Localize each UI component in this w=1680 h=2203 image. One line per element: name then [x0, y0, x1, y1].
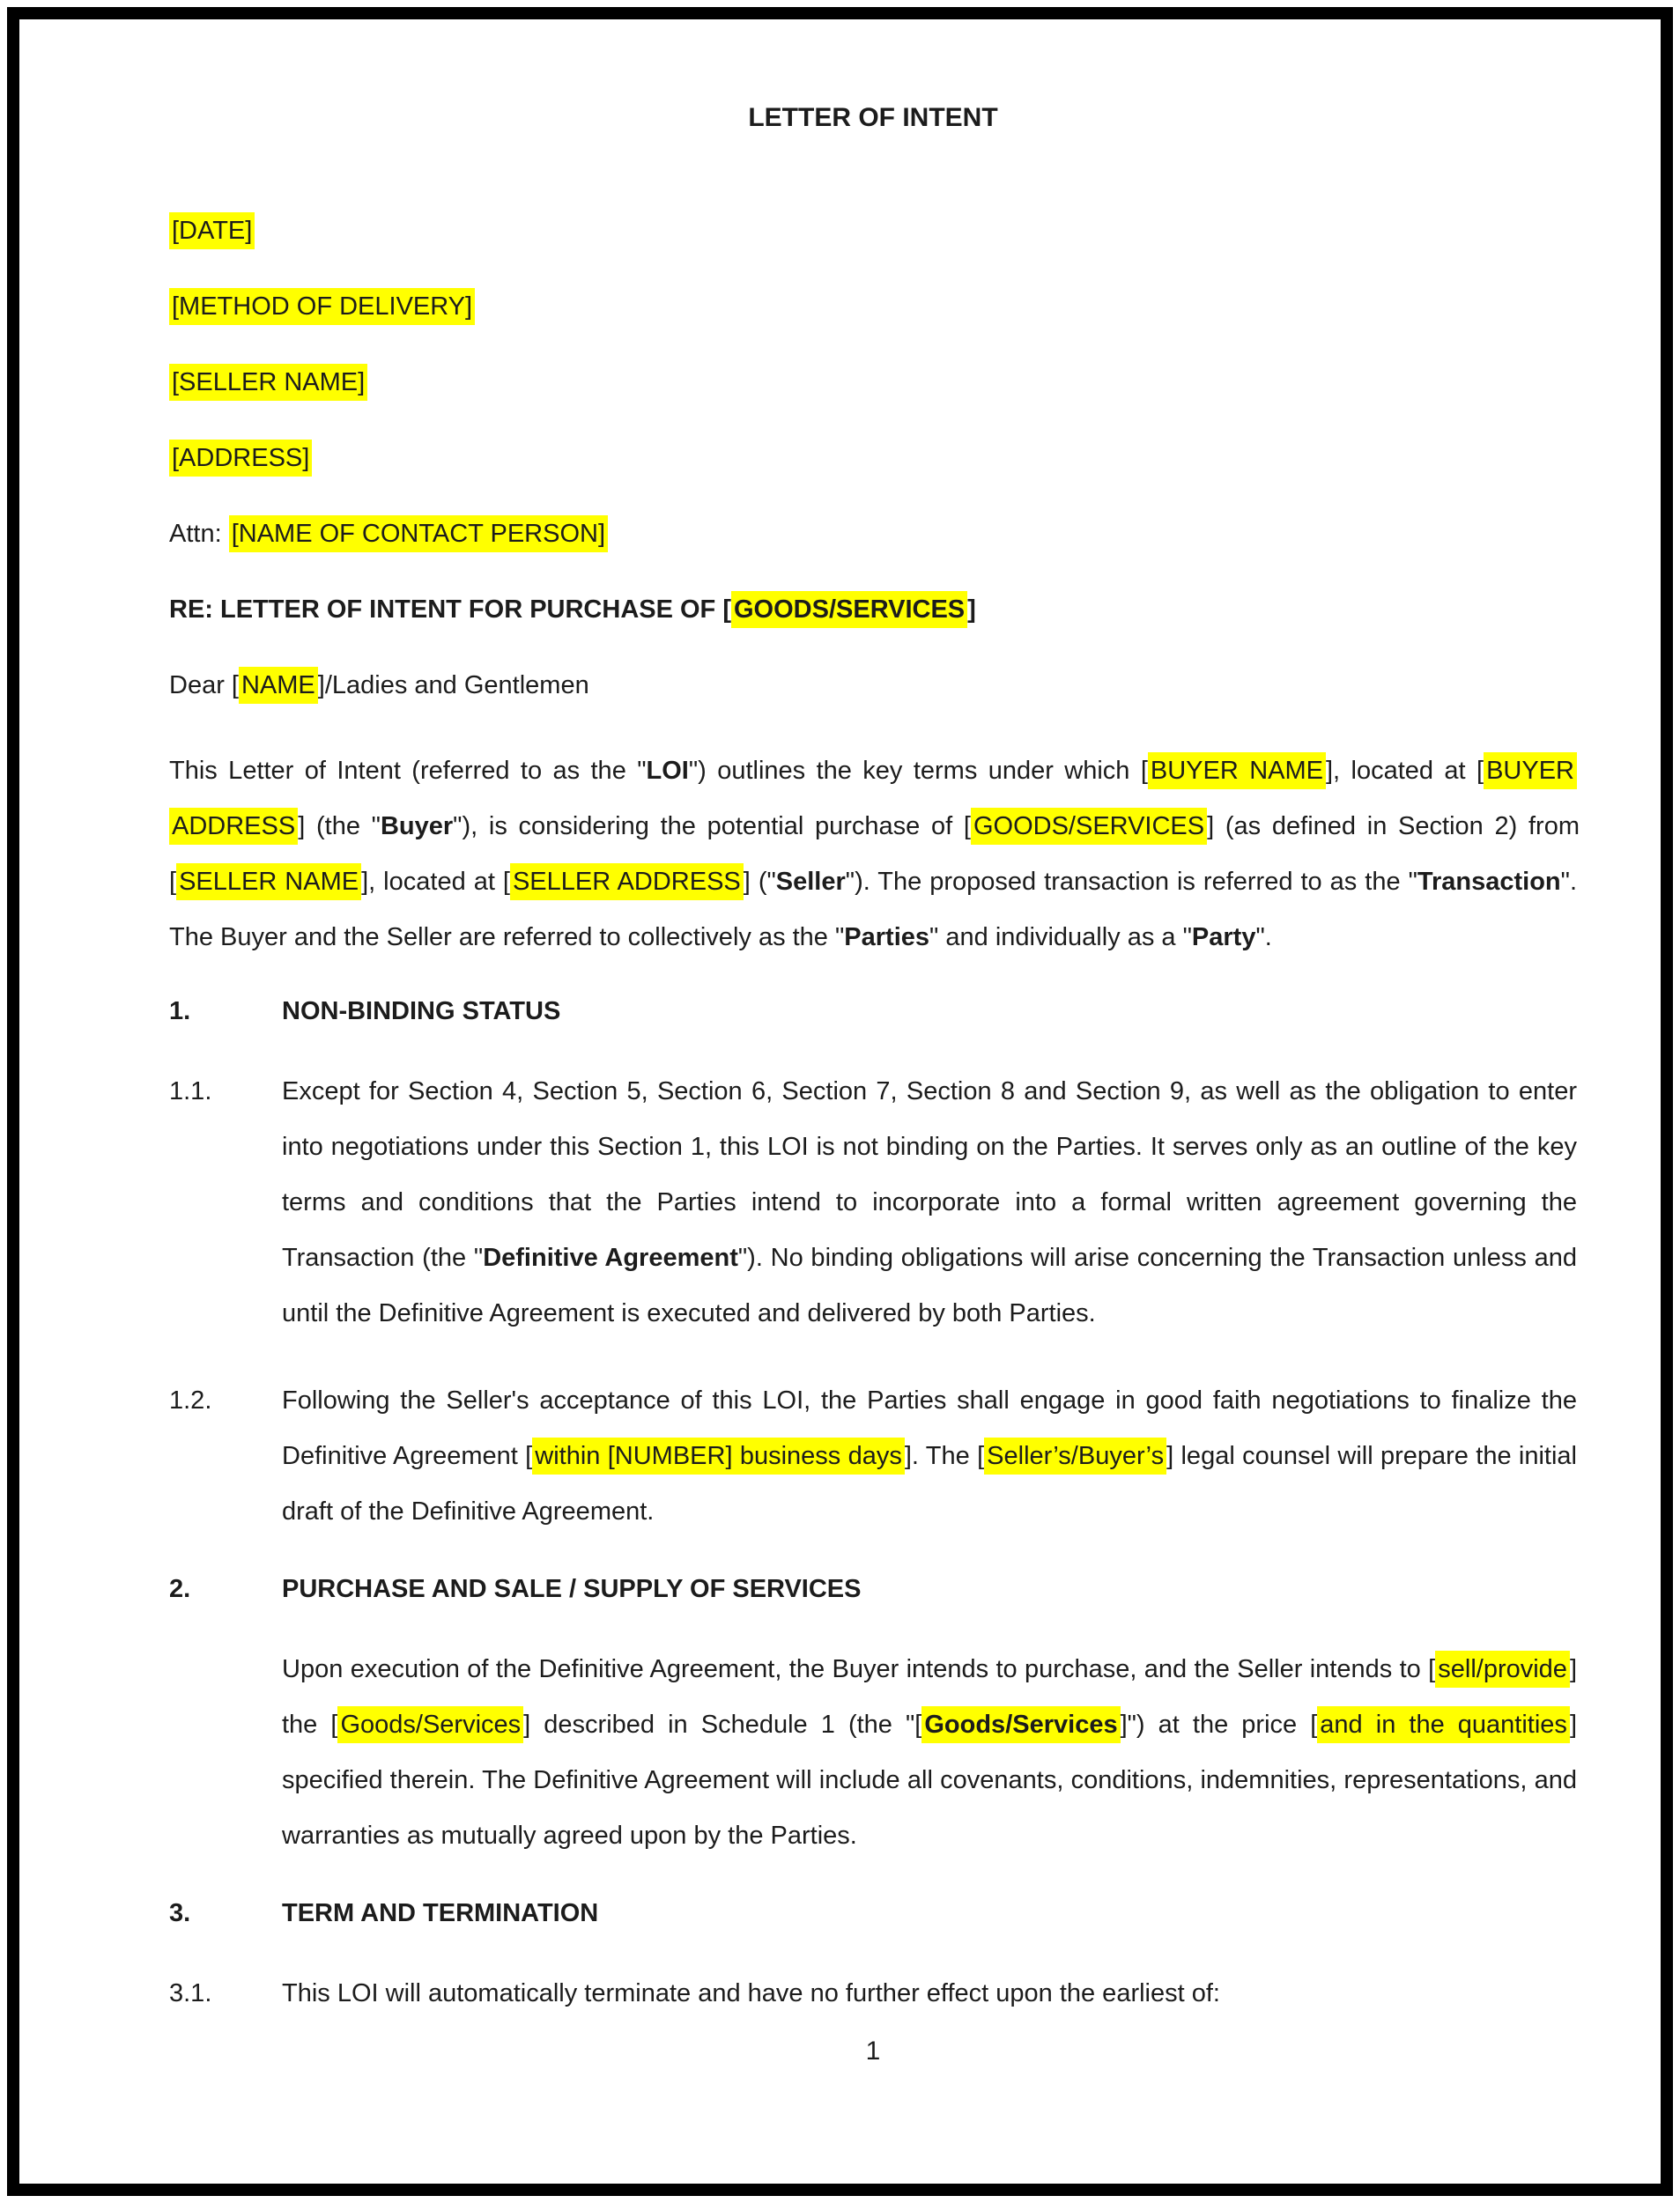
intro-text: ". — [1255, 923, 1272, 951]
re-suffix: ] — [967, 595, 976, 624]
section-2-title: PURCHASE AND SALE / SUPPLY OF SERVICES — [282, 1575, 862, 1603]
intro-paragraph — [169, 743, 1580, 965]
seller-name-line — [169, 365, 1577, 400]
placeholder-seller-name: [SELLER NAME] — [169, 364, 367, 401]
placeholder-goods-services: Goods/Services — [337, 1706, 523, 1743]
intro-text: ") outlines the key terms under which [ — [688, 757, 1148, 785]
address-line — [169, 440, 1577, 476]
term-seller: Seller — [775, 868, 846, 896]
clause-text: ] described in Schedule 1 (the "[ — [523, 1711, 922, 1739]
clause-1-1-text — [282, 1064, 1577, 1342]
clause-1-2 — [169, 1373, 1577, 1540]
section-3-heading — [169, 1896, 1577, 1931]
placeholder-date: [DATE] — [169, 212, 255, 249]
clause-text: ] specified therein. The Definitive Agreement will include all covenants, conditions, indemnities, representations, and warranties as mutually agreed upon by the Parties. — [282, 1711, 1577, 1850]
intro-text: ], located at [ — [1326, 757, 1484, 785]
clause-text: Upon execution of the Definitive Agreement, the Buyer intends to purchase, and the Seller intends to [ — [282, 1655, 1436, 1683]
salutation-line — [169, 668, 1577, 703]
term-parties: Parties — [844, 923, 930, 951]
term-party: Party — [1191, 923, 1256, 951]
placeholder-sell-provide: sell/provide — [1435, 1651, 1570, 1688]
attn-prefix: Attn: — [169, 520, 229, 548]
section-2-heading — [169, 1571, 1577, 1607]
placeholder-seller-name: SELLER NAME — [176, 863, 361, 900]
term-loi: LOI — [646, 757, 689, 785]
placeholder-buyer-name: BUYER NAME — [1148, 752, 1326, 789]
placeholder-goods-services-defined: Goods/Services — [921, 1706, 1120, 1743]
date-line — [169, 213, 1577, 248]
placeholder-contact-person: [NAME OF CONTACT PERSON] — [229, 515, 608, 552]
clause-1-2-number: 1.2. — [169, 1386, 212, 1415]
term-definitive-agreement: Definitive Agreement — [483, 1244, 738, 1272]
page-title: LETTER OF INTENT — [748, 103, 998, 132]
intro-text: ], located at [ — [361, 868, 510, 896]
document-content — [169, 18, 1580, 2053]
clause-text: ]. The [ — [904, 1442, 985, 1470]
intro-text: "), is considering the potential purchase of [ — [453, 812, 971, 840]
section-1-title: NON-BINDING STATUS — [282, 997, 561, 1025]
placeholder-goods-services: GOODS/SERVICES — [971, 808, 1207, 845]
intro-text: "). The proposed transaction is referred to as the " — [845, 868, 1417, 896]
method-of-delivery-line — [169, 289, 1577, 324]
attn-line — [169, 516, 1577, 551]
clause-text: "). No binding obligations will arise concerning the Transaction unless and until the Definitive Agreement is executed and delivered by both Parties. — [282, 1244, 1577, 1327]
placeholder-number-business-days: within [NUMBER] business days — [532, 1438, 905, 1475]
clause-text: Except for Section 4, Section 5, Section 6, Section 7, Section 8 and Section 9, as well as the obligation to enter into negotiations under this Section 1, this LOI is not binding on the Parties. It serves only as an outline of the key terms and conditions that the Parties intend to incorporate into a formal written agreement governing the Transaction (the " — [282, 1077, 1577, 1272]
section-1-number: 1. — [169, 997, 191, 1025]
intro-text: ] (the " — [298, 812, 381, 840]
clause-1-1 — [169, 1064, 1577, 1342]
clause-3-1-number: 3.1. — [169, 1979, 212, 2007]
page-number: 1 — [865, 2037, 881, 2066]
placeholder-quantities: and in the quantities — [1317, 1706, 1570, 1743]
section-2-paragraph — [169, 1642, 1577, 1864]
placeholder-buyer-address: BUYER ADDRESS — [169, 752, 1577, 845]
placeholder-sellers-buyers: Seller’s/Buyer’s — [984, 1438, 1166, 1475]
placeholder-seller-address: SELLER ADDRESS — [510, 863, 744, 900]
intro-text: " and individually as a " — [929, 923, 1192, 951]
intro-text: ". The Buyer and the Seller are referred to collectively as the " — [169, 868, 1578, 951]
clause-3-1 — [169, 1966, 1577, 2022]
section-1-heading — [169, 994, 1577, 1029]
section-3-number: 3. — [169, 1899, 191, 1927]
salutation-text-suffix: ]/Ladies and Gentlemen — [317, 671, 589, 699]
term-buyer: Buyer — [380, 812, 454, 840]
placeholder-name: NAME — [239, 667, 318, 704]
clause-1-1-number: 1.1. — [169, 1077, 212, 1105]
clause-text: ] legal counsel will prepare the initial draft of the Definitive Agreement. — [282, 1442, 1577, 1526]
section-2-number: 2. — [169, 1575, 191, 1603]
placeholder-address: [ADDRESS] — [169, 440, 312, 477]
re-prefix: RE: LETTER OF INTENT FOR PURCHASE OF [ — [169, 595, 731, 624]
intro-text: ] (" — [743, 868, 776, 896]
clause-text: ] the [ — [282, 1655, 1577, 1739]
placeholder-goods-services: GOODS/SERVICES — [731, 591, 967, 628]
clause-text: ]") at the price [ — [1120, 1711, 1318, 1739]
clause-text: Following the Seller's acceptance of this LOI, the Parties shall engage in good faith negotiations to finalize the Definitive Agreement [ — [282, 1386, 1577, 1470]
re-subject-line — [169, 592, 1577, 627]
section-2-text — [282, 1642, 1577, 1864]
intro-text: This Letter of Intent (referred to as the " — [169, 757, 647, 785]
clause-3-1-text — [282, 1966, 1577, 2022]
placeholder-method-of-delivery: [METHOD OF DELIVERY] — [169, 288, 475, 325]
salutation-text: Dear [ — [169, 671, 239, 699]
clause-1-2-text — [282, 1373, 1577, 1540]
intro-text: ] (as defined in Section 2) from [ — [169, 812, 1580, 896]
section-3-title: TERM AND TERMINATION — [282, 1899, 599, 1927]
clause-text: This LOI will automatically terminate and have no further effect upon the earliest of: — [282, 1979, 1220, 2007]
term-transaction: Transaction — [1417, 868, 1561, 896]
